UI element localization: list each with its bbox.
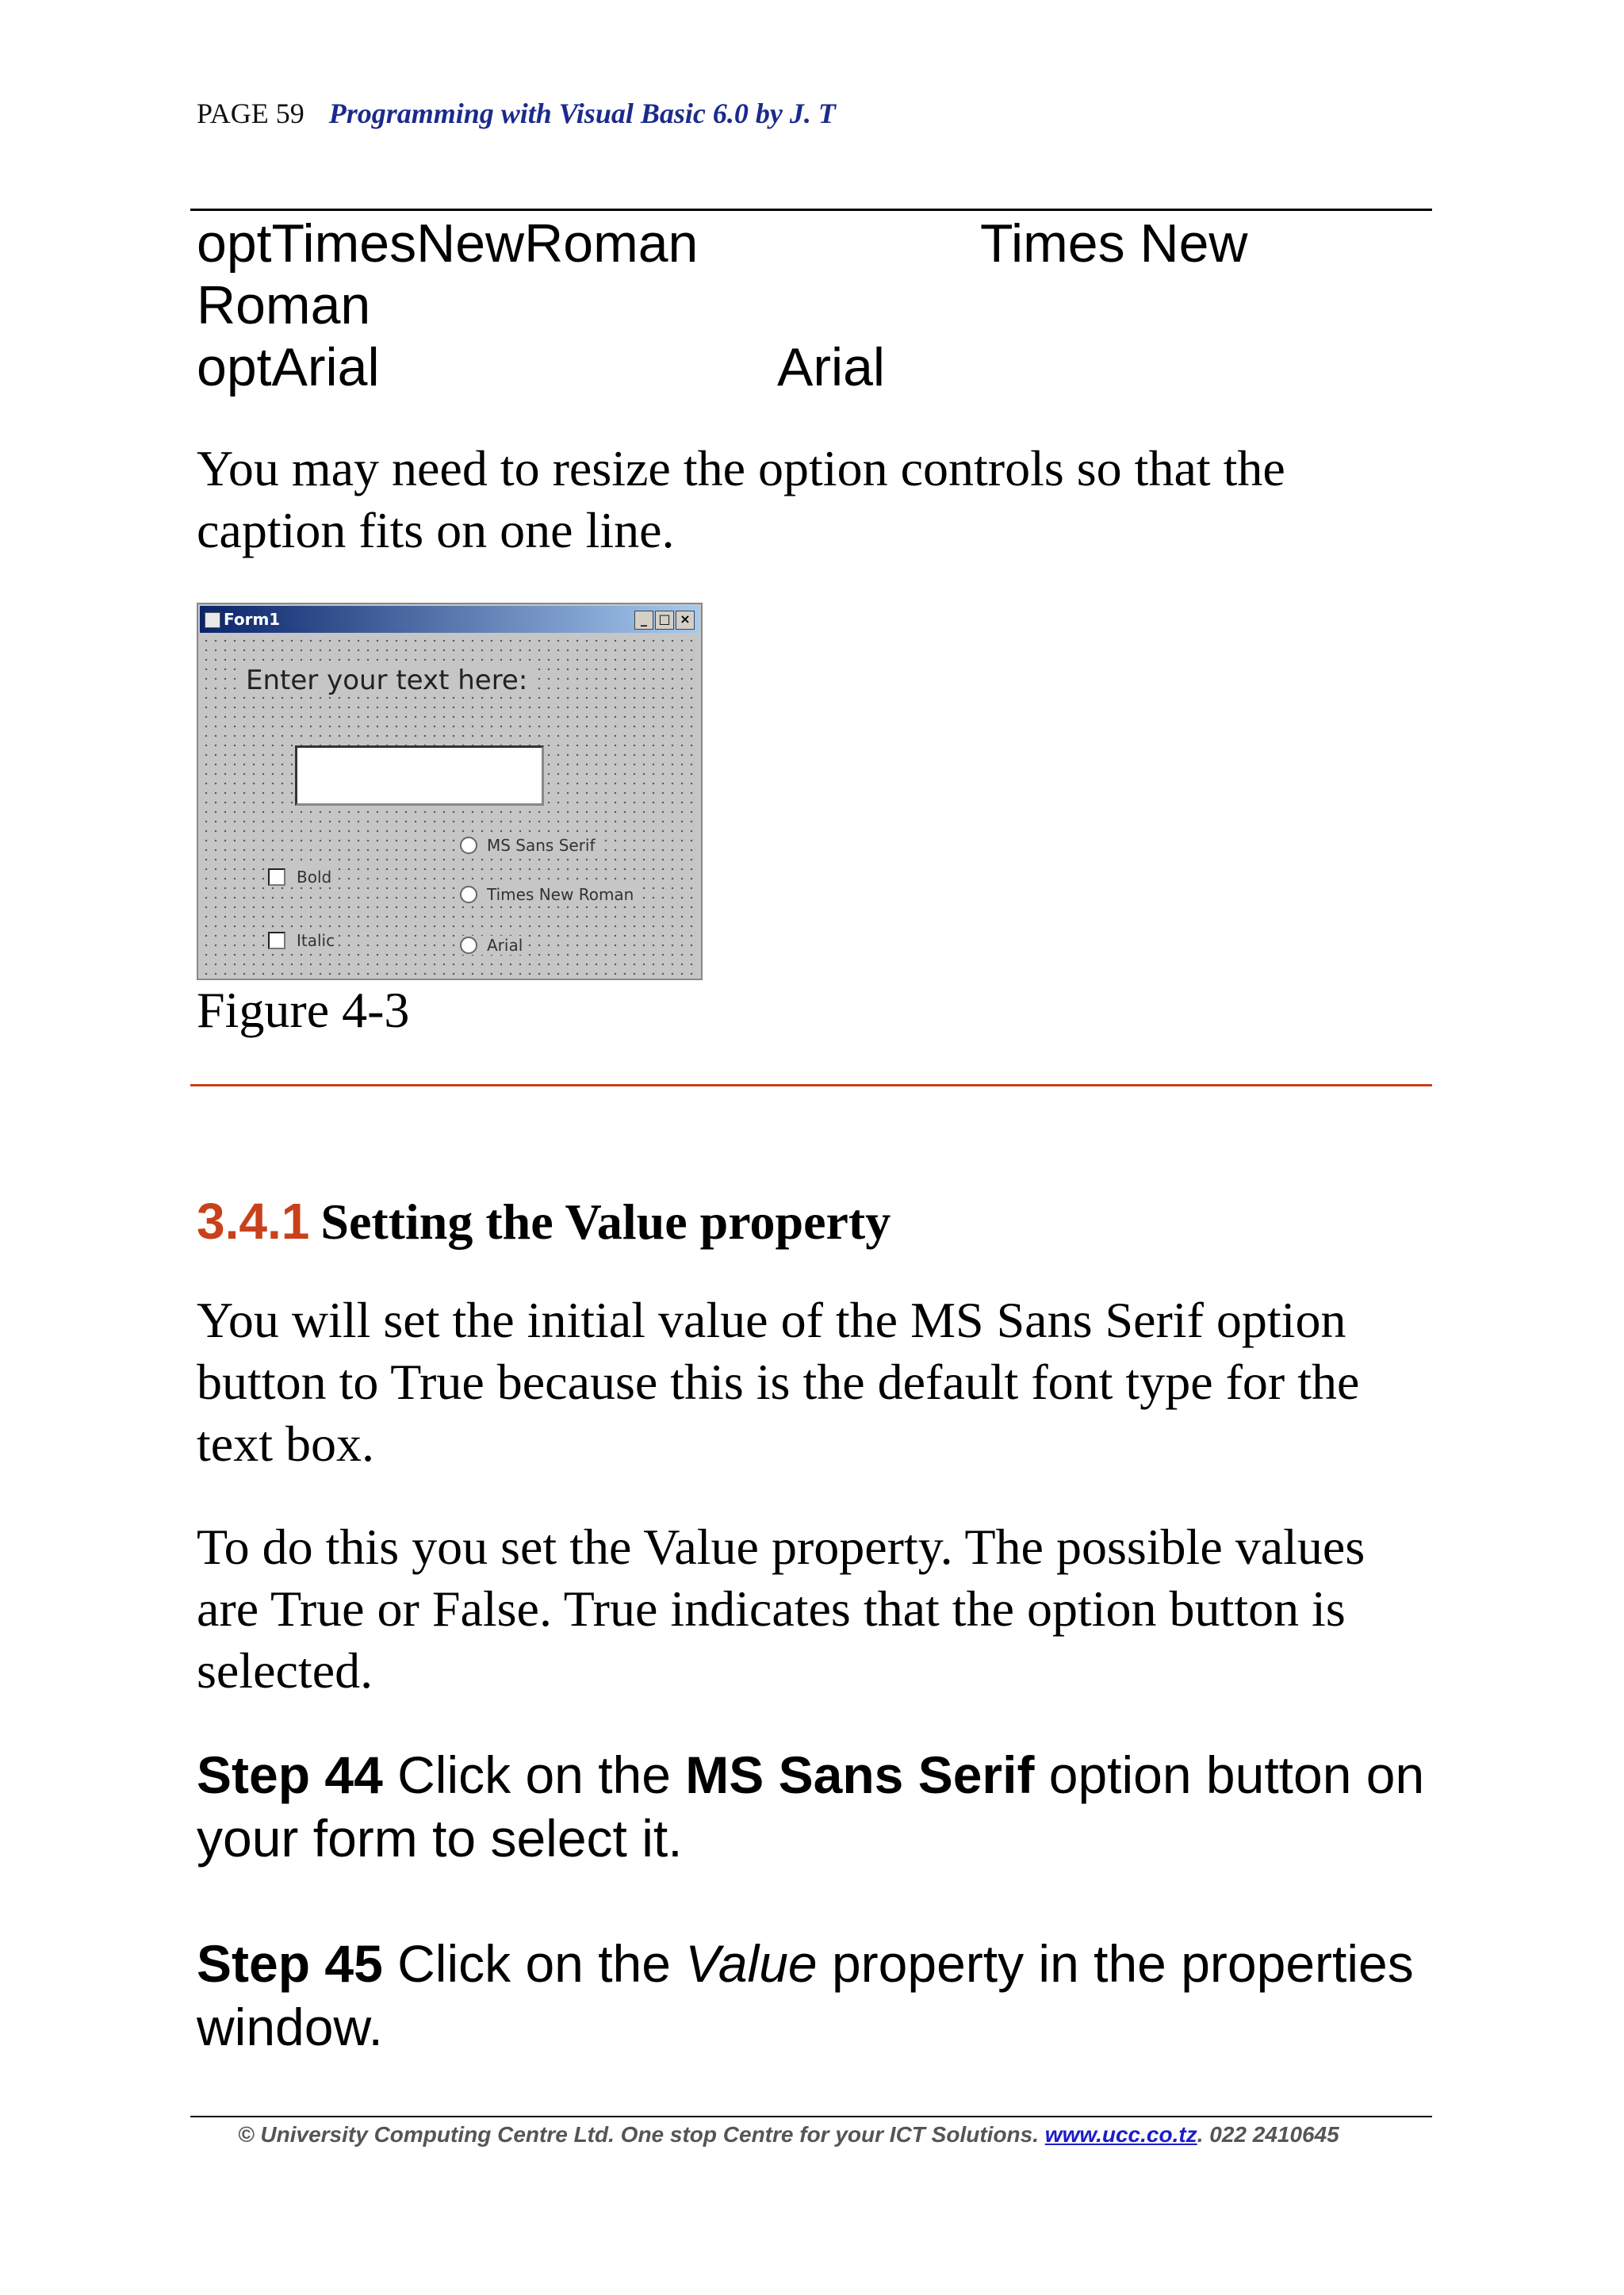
step-45 bbox=[197, 1932, 1465, 2059]
italic-checkbox-label: Italic bbox=[297, 931, 335, 950]
book-title: Programming with Visual Basic 6.0 by J. T bbox=[328, 98, 836, 129]
text-input-box bbox=[295, 745, 544, 806]
radio-icon bbox=[460, 886, 477, 903]
paragraph-1-text: You will set the initial value of the MS Sans Serif option button to True because this is the default font type for the text box. bbox=[197, 1292, 1360, 1472]
maximize-icon: □ bbox=[655, 611, 674, 630]
section-title: Setting the Value property bbox=[320, 1193, 891, 1250]
close-icon: × bbox=[676, 611, 695, 630]
option-times-new-roman-label: Times New Roman bbox=[487, 885, 634, 904]
radio-icon bbox=[460, 937, 477, 954]
form-icon bbox=[205, 612, 220, 628]
footer-link[interactable]: www.ucc.co.tz bbox=[1044, 2122, 1197, 2147]
option-ms-sans-serif-label: MS Sans Serif bbox=[487, 836, 596, 855]
form1-figure bbox=[197, 603, 703, 980]
footer-phone: . 022 2410645 bbox=[1197, 2122, 1339, 2147]
prompt-label: Enter your text here: bbox=[243, 665, 530, 696]
footer-text: © University Computing Centre Ltd. One stop Centre for your ICT Solutions. bbox=[238, 2122, 1045, 2147]
checkbox-icon bbox=[268, 868, 285, 886]
header-rule bbox=[190, 209, 1432, 211]
step-45-italic: Value bbox=[685, 1934, 818, 1993]
table-row-name-1: optTimesNewRoman bbox=[197, 213, 699, 274]
table-row-caption-1: Times New bbox=[980, 213, 1248, 274]
page-footer bbox=[238, 2122, 1339, 2147]
option-times-new-roman bbox=[460, 885, 637, 904]
bold-checkbox-label: Bold bbox=[297, 868, 332, 887]
step-44-label: Step 44 bbox=[197, 1745, 383, 1804]
page-header bbox=[197, 97, 836, 130]
step-45-text-post: property in the properties window. bbox=[197, 1934, 1414, 2056]
step-45-label: Step 45 bbox=[197, 1934, 383, 1993]
italic-checkbox bbox=[268, 931, 338, 950]
radio-icon bbox=[460, 837, 477, 854]
table-row-caption-1-wrap: Roman bbox=[197, 275, 371, 335]
table-row-name-2: optArial bbox=[197, 337, 380, 397]
window-controls bbox=[634, 611, 695, 630]
section-heading bbox=[197, 1190, 891, 1254]
paragraph-1 bbox=[197, 1289, 1434, 1475]
form-client-area bbox=[201, 636, 698, 975]
section-number: 3.4.1 bbox=[197, 1193, 310, 1250]
resize-note bbox=[197, 438, 1434, 561]
form-title: Form1 bbox=[224, 610, 281, 629]
figure-caption: Figure 4-3 bbox=[197, 982, 410, 1038]
step-45-text-pre: Click on the bbox=[382, 1934, 686, 1993]
paragraph-2 bbox=[197, 1516, 1434, 1702]
resize-note-text: You may need to resize the option controls so that the caption fits on one line. bbox=[197, 440, 1285, 558]
step-44-bold: MS Sans Serif bbox=[685, 1745, 1035, 1804]
option-arial bbox=[460, 936, 526, 955]
bold-checkbox bbox=[268, 868, 335, 887]
paragraph-2-text: To do this you set the Value property. The possible values are True or False. True indicates that the option button is selected. bbox=[197, 1519, 1365, 1699]
table-row-caption-2: Arial bbox=[777, 337, 886, 397]
step-44-text-post: option button on your form to select it. bbox=[197, 1745, 1425, 1868]
section-rule bbox=[190, 1084, 1432, 1086]
option-arial-label: Arial bbox=[487, 936, 523, 955]
step-44-text-pre: Click on the bbox=[382, 1745, 686, 1804]
footer-rule bbox=[190, 2116, 1432, 2117]
form-title-bar bbox=[200, 606, 699, 633]
minimize-icon: _ bbox=[634, 611, 653, 630]
page-number: PAGE 59 bbox=[197, 98, 304, 129]
step-44 bbox=[197, 1743, 1465, 1870]
checkbox-icon bbox=[268, 932, 285, 949]
option-ms-sans-serif bbox=[460, 836, 599, 855]
